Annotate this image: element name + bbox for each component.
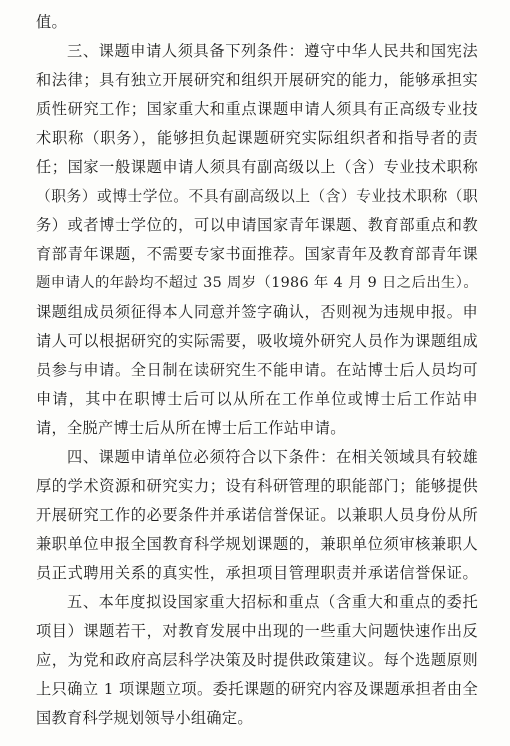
text-line: 应，为党和政府高层科学决策及时提供政策建议。每个选题原则 (36, 651, 478, 669)
text-line: 请，全脱产博士后从所在博士后工作站申请。 (36, 419, 346, 437)
text-line: 四、课题申请单位必须符合以下条件：在相关领域具有较雄 (67, 448, 478, 466)
text-line: 五、本年度拟设国家重大招标和重点（含重大和重点的委托 (67, 593, 478, 611)
paragraph-major-projects (36, 588, 478, 733)
text-line: 员参与申请。全日制在读研究生不能申请。在站博士后人员均可 (36, 361, 478, 379)
text-line: 和法律；具有独立开展研究和组织开展研究的能力，能够承担实 (36, 71, 478, 89)
text-line: 请人可以根据研究的实际需要，吸收境外研究人员作为课题组成 (36, 332, 478, 350)
text-line: 员正式聘用关系的真实性，承担项目管理职责并承诺信誉保证。 (36, 564, 478, 582)
text-line: （职务）或博士学位。不具有副高级以上（含）专业技术职称（职 (36, 188, 478, 205)
text-line: 项目）课题若干，对教育发展中出现的一些重大问题快速作出反 (36, 622, 478, 640)
text-line: 育部青年课题，不需要专家书面推荐。国家青年及教育部青年课 (36, 245, 478, 263)
document-body (36, 8, 478, 733)
paragraph-unit-conditions (36, 443, 478, 588)
text-line: 任；国家一般课题申请人须具有副高级以上（含）专业技术职称 (36, 158, 478, 176)
text-line: 厚的学术资源和研究实力；设有科研管理的职能部门；能够提供 (36, 477, 478, 495)
text-line: 课题组成员须征得本人同意并签字确认，否则视为违规申报。申 (36, 303, 478, 321)
paragraph-applicant-conditions (36, 37, 478, 443)
text-line: 务）或者博士学位的，可以申请国家青年课题、教育部重点和教 (36, 216, 478, 234)
text-line: 兼职单位申报全国教育科学规划课题的，兼职单位须审核兼职人 (36, 535, 478, 553)
text-line: 国教育科学规划领导小组确定。 (36, 709, 253, 727)
text-line: 题申请人的年龄均不超过 35 周岁（1986 年 4 月 9 日之后出生）。 (36, 275, 478, 291)
text-line: 开展研究工作的必要条件并承诺信誉保证。以兼职人员身份从所 (36, 506, 478, 524)
text-line: 术职称（职务），能够担负起课题研究实际组织者和指导者的责 (36, 129, 478, 147)
text-line: 上只确立 1 项课题立项。委托课题的研究内容及课题承担者由全 (36, 680, 478, 698)
text-line: 申请，其中在职博士后可以从所在工作单位或博士后工作站申 (36, 390, 478, 408)
text-line: 值。 (36, 13, 67, 31)
text-line: 质性研究工作；国家重大和重点课题申请人须具有正高级专业技 (36, 100, 478, 118)
paragraph-continuation (36, 8, 478, 37)
text-line: 三、课题申请人须具备下列条件：遵守中华人民共和国宪法 (67, 42, 478, 60)
